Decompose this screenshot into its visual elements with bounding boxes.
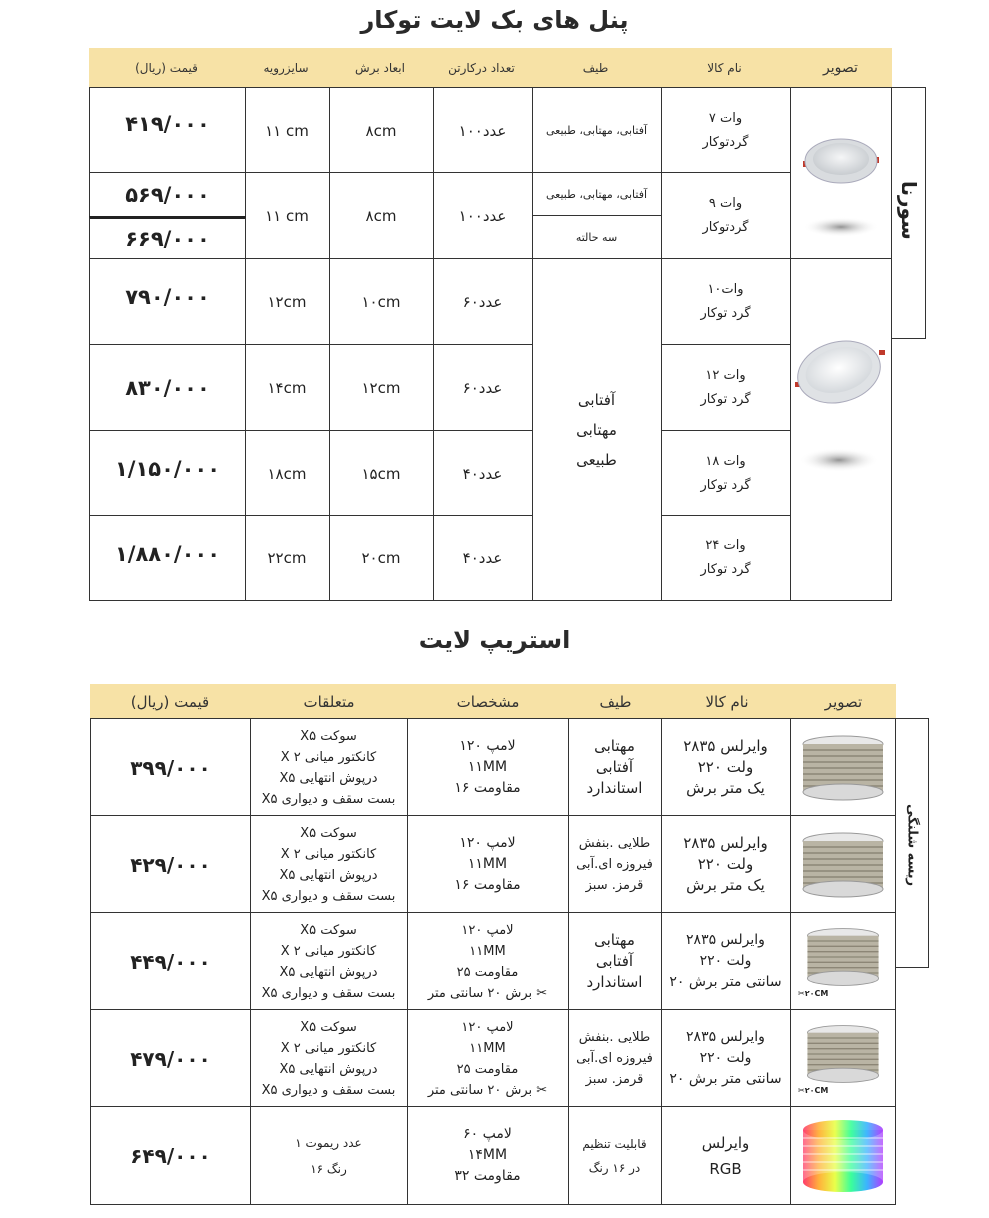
strip-price-1: ۳۹۹/۰۰۰	[90, 718, 251, 817]
panel-product-3: ۱۰وات گرد توکار	[660, 258, 791, 346]
panel-cut-1: ۸cm	[328, 87, 434, 174]
panel-product-4: ۱۲ وات گرد توکار	[660, 344, 791, 432]
strip-header-price: قیمت (ریال)	[130, 693, 210, 711]
panel-face-6: ۲۲cm	[244, 515, 330, 601]
header-product: نام کالا	[707, 61, 742, 75]
strip-spectrum-3: مهتابی آفتابی استاندارد	[567, 912, 662, 1011]
panel-cut-4: ۱۲cm	[328, 344, 434, 432]
panel-spectrum-1: آفتابی، مهتابی، طبیعی	[531, 87, 662, 174]
strip-accessories-5: ۱ عدد ریموت ۱۶ رنگ	[249, 1106, 408, 1205]
panel-face-4: ۱۴cm	[244, 344, 330, 432]
panel-face-5: ۱۸cm	[244, 430, 330, 517]
strip-image-5	[789, 1106, 896, 1205]
panel-carton-1: ۱۰۰عدد	[432, 87, 533, 174]
cut-tag-4: ✂۲۰CM	[798, 1086, 829, 1095]
panel-product-1: ۷ وات گردتوکار	[660, 87, 791, 174]
strip-accessories-1: X۵ سوکت X ۲ کانکتور میانی X۵ درپوش انتهایی X۵ بست سقف و دیواری	[249, 718, 408, 817]
strip-reel-image	[798, 829, 888, 901]
strip-table-header	[90, 684, 896, 720]
panel-product-6: ۲۴ وات گرد توکار	[660, 515, 791, 601]
panel-price-3: ۷۹۰/۰۰۰	[89, 258, 246, 346]
header-image: تصویر	[823, 60, 858, 76]
strip-header-accessories: متعلقات	[303, 693, 355, 711]
panel-section-title: پنل های بک لایت توکار	[360, 6, 629, 34]
strip-header-image: تصویر	[824, 693, 863, 711]
panel-cut-2: ۸cm	[328, 172, 434, 260]
strip-product-3: وایرلس ۲۸۳۵ ۲۲۰ ولت ۲۰ سانتی متر برش	[660, 912, 791, 1011]
strip-accessories-4: X۵ سوکت X ۲ کانکتور میانی X۵ درپوش انتهایی X۵ بست سقف و دیواری	[249, 1009, 408, 1108]
strip-header-spectrum: طیف	[599, 693, 632, 711]
strip-reel-image	[798, 732, 888, 804]
panel-price-2a: ۵۶۹/۰۰۰	[89, 172, 246, 218]
panel-face-2: ۱۱ cm	[244, 172, 330, 260]
strip-specs-5: ۶۰ لامپ ۱۴MM ۳۲ مقاومت	[406, 1106, 569, 1205]
downlight-large-image	[793, 330, 889, 530]
panel-face-1: ۱۱ cm	[244, 87, 330, 174]
strip-spectrum-1: مهتابی آفتابی استاندارد	[567, 718, 662, 817]
strip-image-4	[789, 1009, 896, 1108]
panel-price-5: ۱/۱۵۰/۰۰۰	[89, 430, 246, 517]
strip-spectrum-5: قابلیت تنظیم در ۱۶ رنگ	[567, 1106, 662, 1205]
panel-price-2b: ۶۶۹/۰۰۰	[89, 216, 246, 260]
strip-product-4: وایرلس ۲۸۳۵ ۲۲۰ ولت ۲۰ سانتی متر برش	[660, 1009, 791, 1108]
header-face-size: سایزرویه	[263, 61, 309, 75]
strip-specs-3: ۱۲۰ لامپ ۱۱MM ۲۵ مقاومت برش ۲۰ سانتی متر ✂	[406, 912, 569, 1011]
panel-table-header	[89, 48, 892, 88]
strip-product-1: وایرلس ۲۸۳۵ ۲۲۰ ولت یک متر برش	[660, 718, 791, 817]
panel-price-6: ۱/۸۸۰/۰۰۰	[89, 515, 246, 601]
strip-product-2: وایرلس ۲۸۳۵ ۲۲۰ ولت یک متر برش	[660, 815, 791, 914]
panel-image-cell-2	[789, 258, 892, 601]
panel-product-2: ۹ وات گردتوکار	[660, 172, 791, 260]
panel-spectrum-2a: آفتابی، مهتابی، طبیعی	[531, 172, 662, 217]
downlight-small-image	[795, 99, 887, 249]
panel-carton-5: ۴۰عدد	[432, 430, 533, 517]
strip-specs-4: ۱۲۰ لامپ ۱۱MM ۲۵ مقاومت برش ۲۰ سانتی متر ✂	[406, 1009, 569, 1108]
header-cut-size: ابعاد برش	[355, 61, 405, 75]
strip-accessories-2: X۵ سوکت X ۲ کانکتور میانی X۵ درپوش انتهایی X۵ بست سقف و دیواری	[249, 815, 408, 914]
panel-image-cell-1	[789, 87, 892, 260]
strip-image-2	[789, 815, 896, 914]
strip-product-5: وایرلس RGB	[660, 1106, 791, 1205]
panel-price-1: ۴۱۹/۰۰۰	[89, 87, 246, 174]
panel-spectrum-big: آفتابی مهتابی طبیعی	[531, 258, 662, 601]
strip-price-5: ۶۴۹/۰۰۰	[90, 1106, 251, 1205]
panel-carton-3: ۶۰عدد	[432, 258, 533, 346]
strip-image-3	[789, 912, 896, 1011]
strip-image-1	[789, 718, 896, 817]
strip-reel-image	[798, 1022, 888, 1086]
panel-carton-4: ۶۰عدد	[432, 344, 533, 432]
header-price: قیمت (ریال)	[135, 61, 198, 75]
strip-price-2: ۴۲۹/۰۰۰	[90, 815, 251, 914]
brand-label: سورنا	[897, 180, 921, 240]
strip-spectrum-2: طلایی .بنفش فیروزه ای.آبی قرمز. سبز	[567, 815, 662, 914]
strip-header-specs: مشخصات	[456, 693, 520, 711]
panel-face-3: ۱۲cm	[244, 258, 330, 346]
panel-carton-6: ۴۰عدد	[432, 515, 533, 601]
strip-specs-1: ۱۲۰ لامپ ۱۱MM ۱۶ مقاومت	[406, 718, 569, 817]
panel-cut-3: ۱۰cm	[328, 258, 434, 346]
strip-reel-image	[798, 925, 888, 989]
strip-header-product: نام کالا	[705, 693, 749, 711]
panel-price-4: ۸۳۰/۰۰۰	[89, 344, 246, 432]
rgb-strip-reel-image	[797, 1116, 889, 1196]
strip-section-title: استریپ لایت	[418, 626, 571, 654]
panel-cut-5: ۱۵cm	[328, 430, 434, 517]
strip-price-4: ۴۷۹/۰۰۰	[90, 1009, 251, 1108]
strip-price-3: ۴۴۹/۰۰۰	[90, 912, 251, 1011]
strip-accessories-3: X۵ سوکت X ۲ کانکتور میانی X۵ درپوش انتهایی X۵ بست سقف و دیواری	[249, 912, 408, 1011]
panel-spectrum-2b: سه حالته	[531, 215, 662, 260]
panel-cut-6: ۲۰cm	[328, 515, 434, 601]
strip-specs-2: ۱۲۰ لامپ ۱۱MM ۱۶ مقاومت	[406, 815, 569, 914]
strip-spectrum-4: طلایی .بنفش فیروزه ای.آبی قرمز. سبز	[567, 1009, 662, 1108]
strip-side-label: ریسه شلنگی	[904, 803, 920, 887]
panel-product-5: ۱۸ وات گرد توکار	[660, 430, 791, 517]
panel-carton-2: ۱۰۰عدد	[432, 172, 533, 260]
cut-tag-3: ✂۲۰CM	[798, 989, 829, 998]
header-spectrum: طیف	[582, 61, 609, 75]
header-carton: تعداد درکارتن	[448, 61, 515, 75]
